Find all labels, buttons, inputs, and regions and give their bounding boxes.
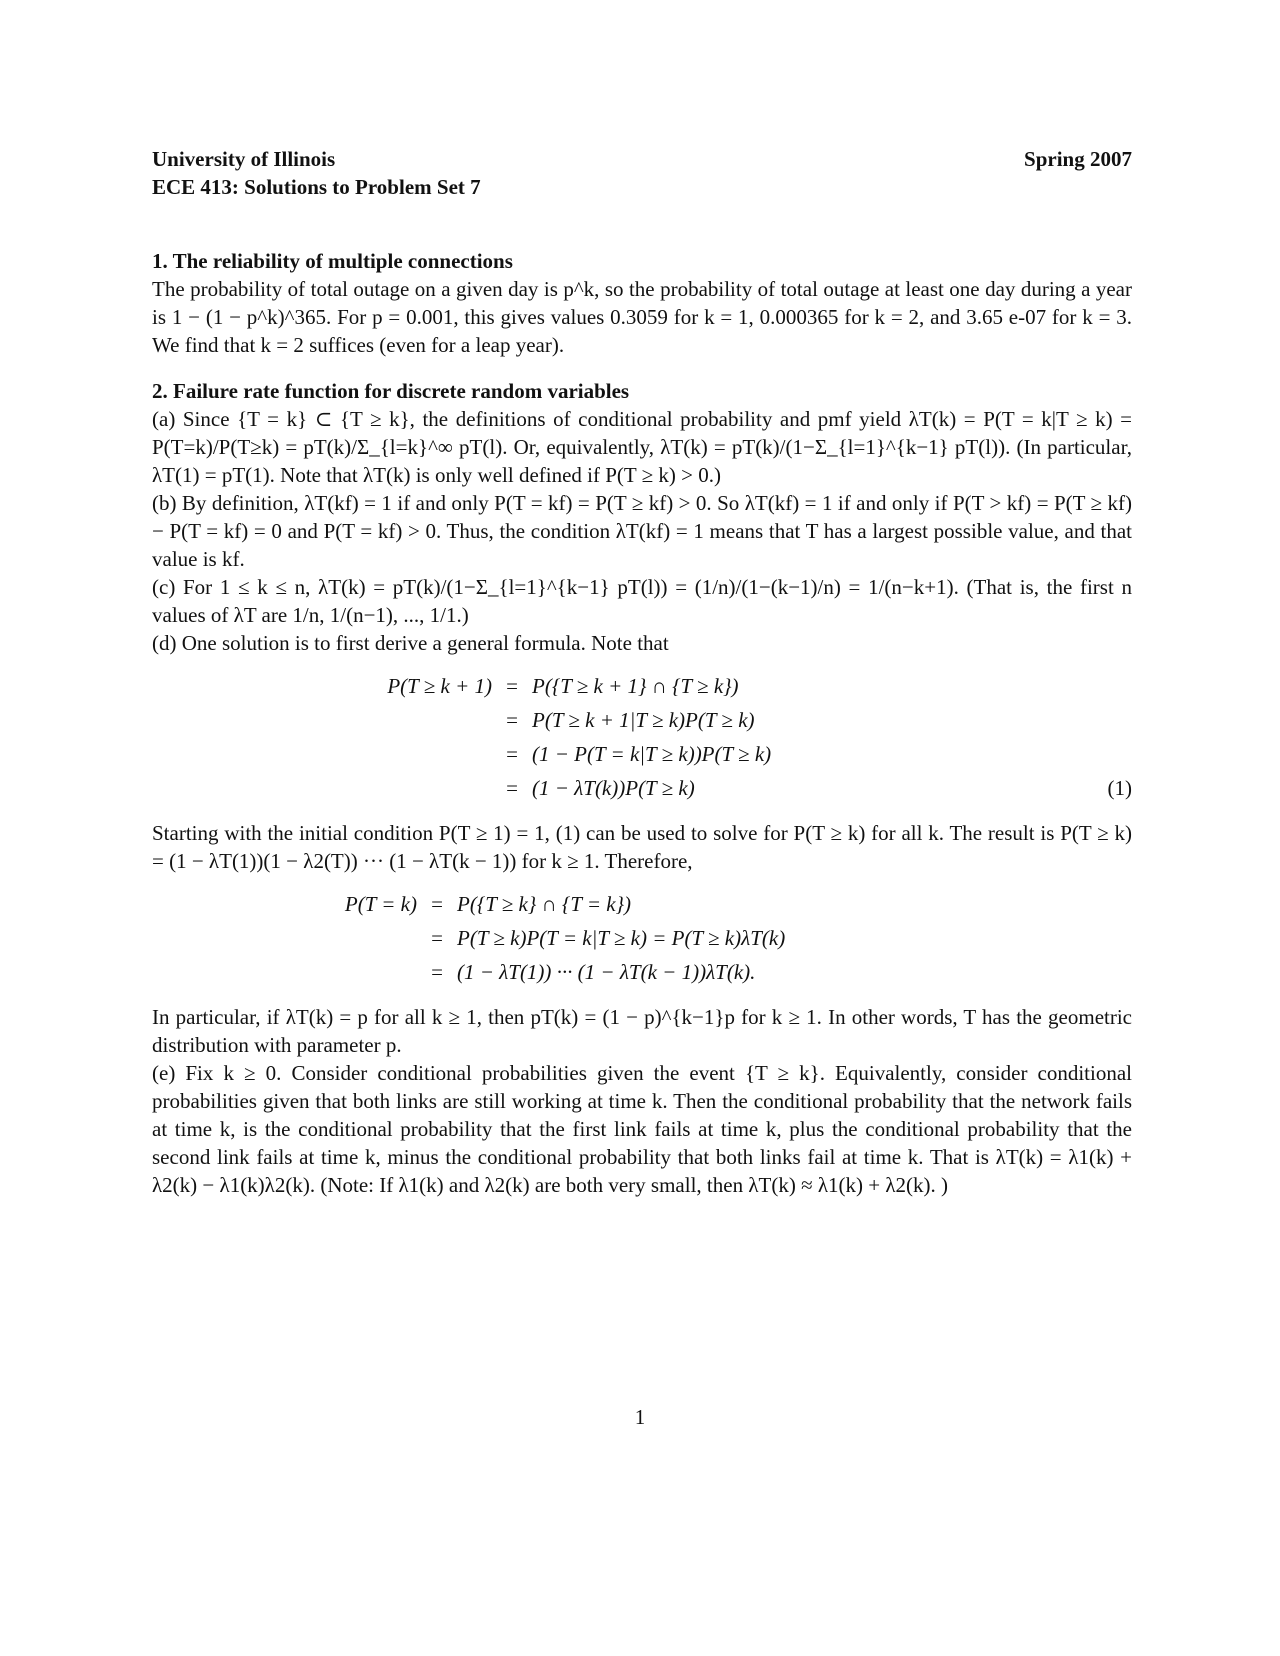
equation-1 (152, 669, 1132, 805)
equation-number: (1) (1107, 776, 1132, 800)
document-page (152, 145, 1132, 1199)
header-row (152, 145, 1132, 173)
problem2-part-d-mid: Starting with the initial condition P(T ≥ 1) = 1, (1) can be used to solve for P(T ≥ k) for all k. The result is P(T ≥ k) = (1 − λT(1))(1 − λ2(T)) ··· (1 − λT(k − 1)) for k ≥ 1. Therefore, (152, 821, 1132, 873)
equation-2 (152, 887, 1132, 989)
problem2-part-b: (b) By definition, λT(kf) = 1 if and only P(T = kf) = P(T ≥ kf) > 0. So λT(kf) = 1 if and only if P(T > kf) = P(T ≥ kf) − P(T = kf) = 0 and P(T = kf) > 0. Thus, the condition λT(kf) = 1 means that T has a largest possible value, and that value is kf. (152, 491, 1132, 571)
institution: University of Illinois (152, 147, 336, 171)
equation-row: = P(T ≥ k)P(T = k|T ≥ k) = P(T ≥ k)λT(k) (152, 921, 1132, 955)
equation-rhs: (1 − λT(1)) ··· (1 − λT(k − 1))λT(k). (457, 960, 756, 984)
problem2-title: 2. Failure rate function for discrete random variables (152, 379, 630, 403)
equation-rhs: (1 − P(T = k|T ≥ k))P(T ≥ k) (532, 742, 772, 766)
equation-row: = P(T ≥ k + 1|T ≥ k)P(T ≥ k) (152, 703, 1132, 737)
equation-row: = (1 − P(T = k|T ≥ k))P(T ≥ k) (152, 737, 1132, 771)
equation-row: P(T = k) = P({T ≥ k} ∩ {T = k}) (152, 887, 1132, 921)
page-number: 1 (634, 1405, 646, 1429)
term: Spring 2007 (1024, 147, 1132, 171)
equation-rhs: P(T ≥ k + 1|T ≥ k)P(T ≥ k) (532, 708, 755, 732)
equation-rhs: (1 − λT(k))P(T ≥ k) (532, 776, 695, 800)
problem2-part-d-intro: (d) One solution is to first derive a general formula. Note that (152, 631, 669, 655)
course-title: ECE 413: Solutions to Problem Set 7 (152, 175, 481, 199)
problem2-part-c: (c) For 1 ≤ k ≤ n, λT(k) = pT(k)/(1−Σ_{l=1}^{k−1} pT(l)) = (1/n)/(1−(k−1)/n) = 1/(n−k+1). (That is, the first n values of λT are 1/n, 1/(n−1), ..., 1/1.) (152, 575, 1132, 627)
equation-rhs: P(T ≥ k)P(T = k|T ≥ k) = P(T ≥ k)λT(k) (457, 926, 786, 950)
equation-rhs: P({T ≥ k} ∩ {T = k}) (457, 892, 632, 916)
problem2-part-a: (a) Since {T = k} ⊂ {T ≥ k}, the definitions of conditional probability and pmf yield λT(k) = P(T = k|T ≥ k) = P(T=k)/P(T≥k) = pT(k)/Σ_{l=k}^∞ pT(l). Or, equivalently, λT(k) = pT(k)/(1−Σ_{l=1}^{k−1} pT(l)). (In particular, λT(1) = pT(1). Note that λT(k) is only well defined if P(T ≥ k) > 0.) (152, 407, 1132, 487)
equation-rhs: P({T ≥ k + 1} ∩ {T ≥ k}) (532, 674, 739, 698)
problem1-text: The probability of total outage on a given day is p^k, so the probability of total outage at least one day during a year is 1 − (1 − p^k)^365. For p = 0.001, this gives values 0.3059 for k = 1, 0.000365 for k = 2, and 3.65 e-07 for k = 3. We find that k = 2 suffices (even for a leap year). (152, 277, 1132, 357)
equation-row: P(T ≥ k + 1) = P({T ≥ k + 1} ∩ {T ≥ k}) (152, 669, 1132, 703)
problem2-part-d-end: In particular, if λT(k) = p for all k ≥ 1, then pT(k) = (1 − p)^{k−1}p for k ≥ 1. In other words, T has the geometric distribution with parameter p. (152, 1005, 1132, 1057)
problem2-part-e: (e) Fix k ≥ 0. Consider conditional probabilities given the event {T ≥ k}. Equivalently, consider conditional probabilities given that both links are still working at time k. Then the conditional probability that the network fails at time k, is the conditional probability that the first link fails at time k, plus the conditional probability that the second link fails at time k, minus the conditional probability that both links fail at time k. That is λT(k) = λ1(k) + λ2(k) − λ1(k)λ2(k). (Note: If λ1(k) and λ2(k) are both very small, then λT(k) ≈ λ1(k) + λ2(k). ) (152, 1061, 1132, 1197)
equation-lhs: P(T = k) (344, 892, 417, 916)
equation-row: = (1 − λT(1)) ··· (1 − λT(k − 1))λT(k). (152, 955, 1132, 989)
equation-row: = (1 − λT(k))P(T ≥ k) (1) (152, 771, 1132, 805)
equation-lhs: P(T ≥ k + 1) (387, 674, 492, 698)
problem1-title: 1. The reliability of multiple connections (152, 249, 513, 273)
